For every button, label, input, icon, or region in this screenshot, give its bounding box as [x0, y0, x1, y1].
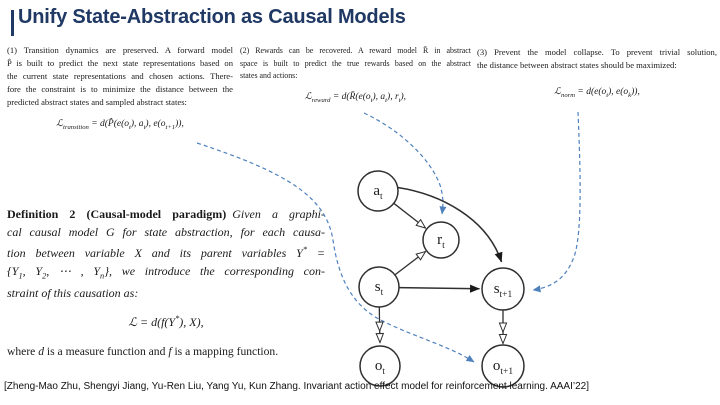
- paragraph-line: states and actions:: [240, 71, 298, 80]
- definition-line: {$Y_1$, $Y_2$, ⋯ , $Y_n$}, we introduce the corresponding con-: [7, 263, 325, 281]
- node-label-a-t: $a_t$: [373, 183, 383, 202]
- page-title: Unify State-Abstraction as Causal Models: [18, 6, 406, 28]
- definition-line: cal causal model G for state abstraction, for each causa-: [7, 224, 325, 239]
- formula-norm: ℒ$_{norm}$ = $d(e(o_t)$, $e(o_k)$),: [554, 87, 640, 99]
- paragraph-line: predicted abstract states and sampled abstract states:: [7, 97, 187, 107]
- node-label-o-t: $o_t$: [374, 358, 386, 377]
- formula-transition: ℒ$_{transition}$ = $d(P̂(e(o_t)$, $a_t$), $e(o_{t+1})$),: [56, 119, 184, 131]
- paragraph-line: (3) Prevent the model collapse. To prevent trivial solution,: [477, 47, 717, 57]
- definition-footer: where d is a measure function and f is a mapping function.: [7, 344, 279, 358]
- definition-line: tion between variable X and its parent variables Y* =: [7, 245, 325, 261]
- paragraph-line: (1) Transition dynamics are preserved. A forward model: [7, 45, 233, 55]
- paragraph-line: (2) Rewards can be recovered. A reward model R̄ in abstract: [240, 46, 471, 55]
- definition-heading: Definition 2 (Causal-model paradigm): [7, 207, 227, 221]
- dashed-arrow-norm-to-st1: [533, 112, 580, 290]
- node-label-o-t1: $o_{t+1}$: [492, 358, 514, 377]
- formula-causation-constraint: ℒ = d(f(Y*), X),: [128, 314, 204, 330]
- paragraph-line: space is built to predict the true rewards based on the abstract: [240, 58, 471, 68]
- definition-line-rest: Given a graphi-: [232, 207, 325, 221]
- edge-st-ot: [379, 308, 380, 343]
- paragraph-line: P̂ is built to predict the next state representations based on: [7, 58, 233, 68]
- formula-reward: ℒ$_{reward}$ = $d(R̄(e(o_t)$, $a_t$), $r_t$),: [304, 91, 407, 104]
- node-label-r-t: $r_t$: [437, 232, 445, 251]
- node-label-s-t: $s_t$: [374, 279, 384, 298]
- citation: [Zheng-Mao Zhu, Shengyi Jiang, Yu-Ren Liu, Yang Yu, Kun Zhang. Invariant action effect model for reinforcement learning. AAAI’22]: [4, 381, 589, 392]
- edge-at-rt: [394, 203, 426, 228]
- paragraph-line: the distance between abstract states should be maximized:: [477, 60, 677, 70]
- paragraph-line: the current state representations and chosen actions. There-: [7, 71, 233, 81]
- paragraph-line: fore the constraint is to minimize the distance between the: [7, 84, 233, 94]
- definition-line: straint of this causation as:: [7, 285, 139, 300]
- node-label-s-t1: $s_{t+1}$: [493, 281, 513, 300]
- edge-st-st1: [400, 288, 480, 289]
